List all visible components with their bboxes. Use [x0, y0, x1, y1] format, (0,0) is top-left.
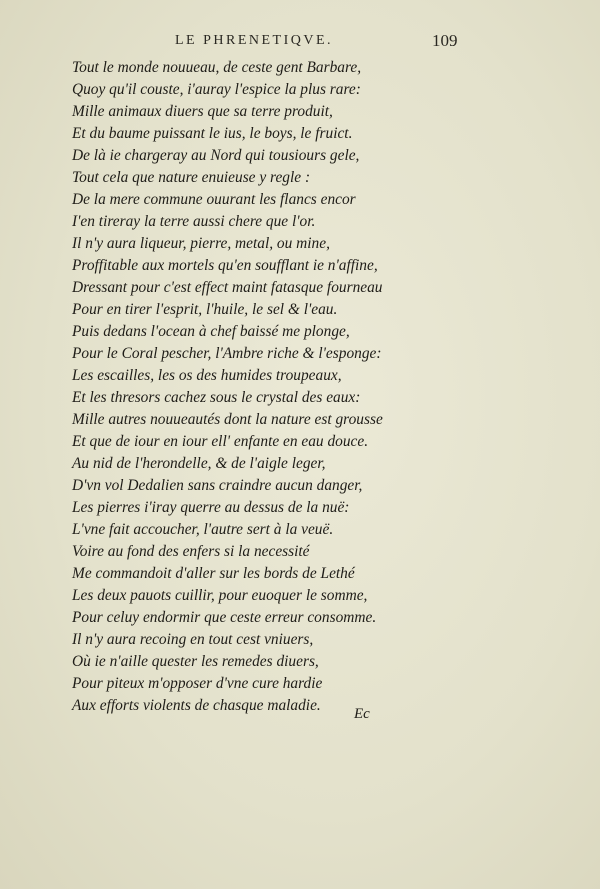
verse-line: Au nid de l'herondelle, & de l'aigle leger,	[72, 455, 326, 472]
verse-line: De la mere commune ouurant les flancs encor	[72, 191, 356, 208]
verse-line: Mille autres nouueautés dont la nature est grousse	[72, 411, 383, 428]
verse-line: Où ie n'aille quester les remedes diuers,	[72, 653, 319, 670]
verse-line: Quoy qu'il couste, i'auray l'espice la plus rare:	[72, 81, 361, 98]
verse-line: Et que de iour en iour ell' enfante en eau douce.	[72, 433, 369, 450]
verse-line: Les deux pauots cuillir, pour euoquer le somme,	[72, 587, 368, 604]
verse-line: Tout le monde nouueau, de ceste gent Barbare,	[72, 59, 362, 76]
verse-line: I'en tireray la terre aussi chere que l'or.	[72, 213, 316, 230]
verse-line: Mille animaux diuers que sa terre produit,	[72, 103, 333, 120]
verse-line: De là ie chargeray au Nord qui tousiours gele,	[72, 147, 360, 164]
verse-line: L'vne fait accoucher, l'autre sert à la veuë.	[72, 521, 334, 538]
verse-line: Les escailles, les os des humides troupeaux,	[72, 367, 342, 384]
verse-line: Puis dedans l'ocean à chef baissé me plonge,	[72, 323, 350, 340]
verse-line: Aux efforts violents de chasque maladie.	[72, 697, 321, 714]
verse-line: Me commandoit d'aller sur les bords de Lethé	[72, 565, 355, 582]
verse-line: Proffitable aux mortels qu'en soufflant ie n'affine,	[72, 257, 378, 274]
verse-line: Tout cela que nature enuieuse y regle :	[72, 169, 311, 186]
verse-line: D'vn vol Dedalien sans craindre aucun danger,	[72, 477, 363, 494]
verse-line: Dressant pour c'est effect maint fatasque fourneau	[72, 279, 383, 296]
running-head: LE PHRENETIQVE.	[175, 33, 334, 48]
verse-line: Il n'y aura recoing en tout cest vniuers,	[72, 631, 314, 648]
poem-text	[72, 57, 542, 717]
verse-line: Voire au fond des enfers si la necessité	[72, 543, 310, 560]
verse-line: Et les thresors cachez sous le crystal des eaux:	[72, 389, 361, 406]
page-header	[0, 33, 600, 55]
catchword: Ec	[354, 706, 370, 722]
verse-line: Il n'y aura liqueur, pierre, metal, ou mine,	[72, 235, 330, 252]
page-number: 109	[432, 31, 458, 50]
verse-line: Pour en tirer l'esprit, l'huile, le sel & l'eau.	[72, 301, 338, 318]
verse-line: Et du baume puissant le ius, le boys, le fruict.	[72, 125, 353, 142]
verse-line: Pour celuy endormir que ceste erreur consomme.	[72, 609, 377, 626]
verse-line: Pour piteux m'opposer d'vne cure hardie	[72, 675, 323, 692]
verse-line: Les pierres i'iray querre au dessus de la nuë:	[72, 499, 350, 516]
verse-line: Pour le Coral pescher, l'Ambre riche & l'esponge:	[72, 345, 382, 362]
